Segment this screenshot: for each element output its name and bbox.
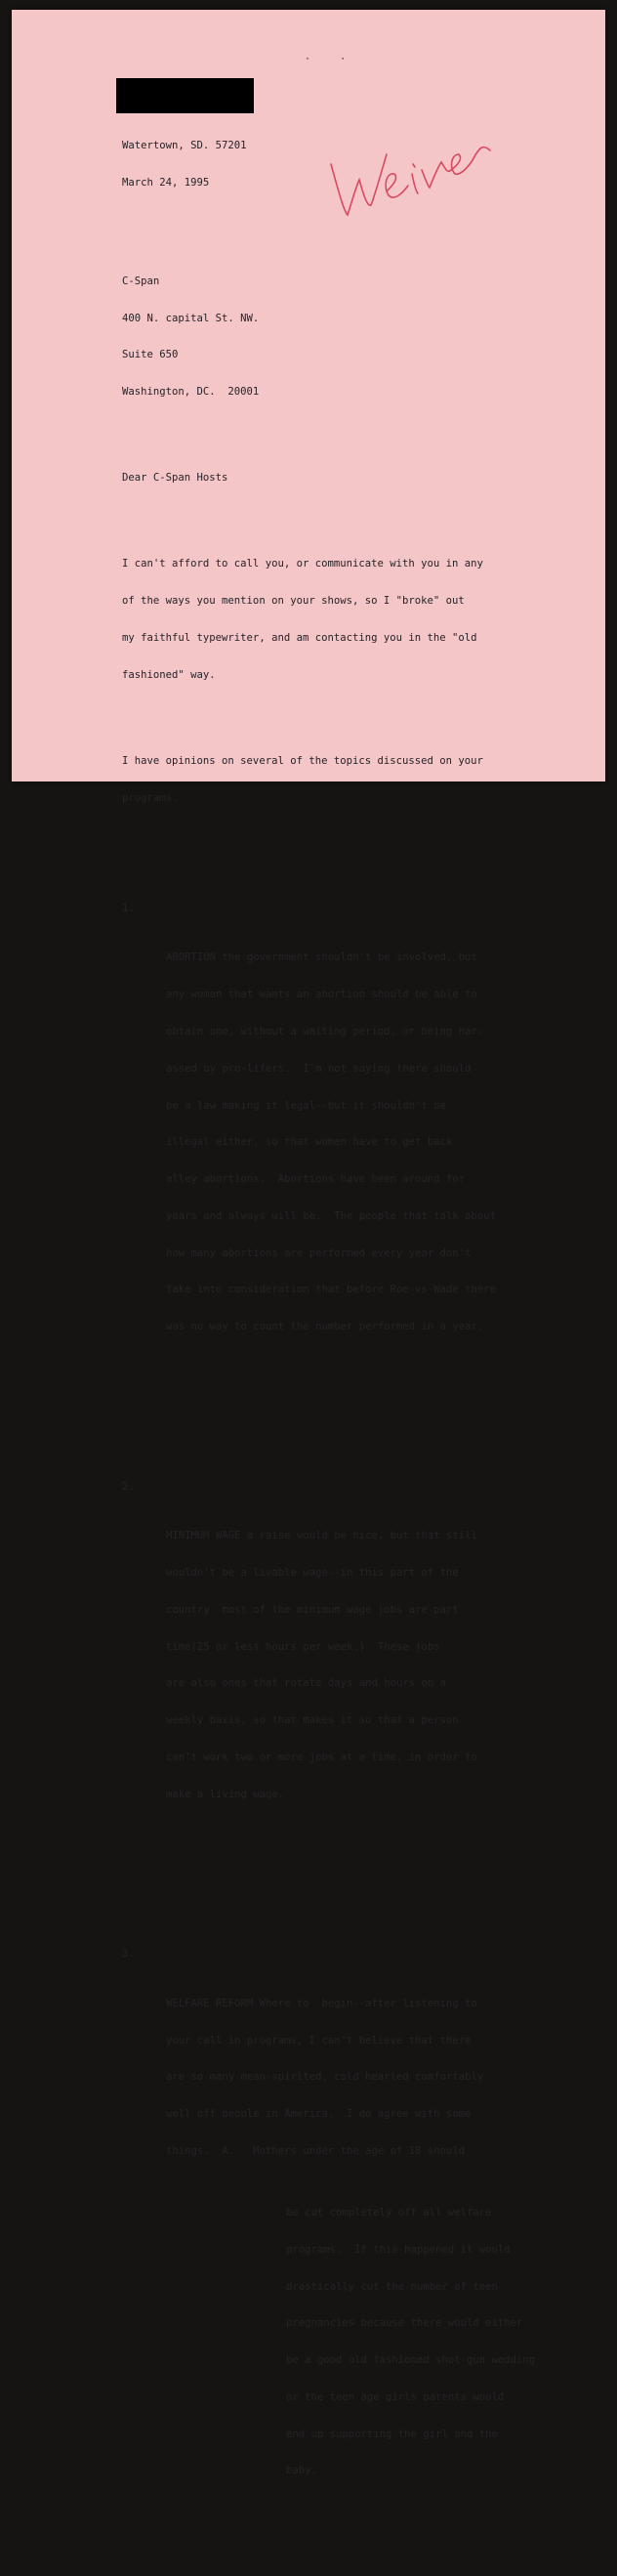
item-line: take into consideration that before Roe-vs-Wade there: [166, 1284, 497, 1296]
sub-item-line: be a good old fashioned shot-gun wedding: [286, 2354, 536, 2367]
item-line: are also ones that rotate days and hours on a: [166, 1677, 447, 1690]
list-item-abortion: [122, 890, 571, 1382]
item-line: assed by pro-lifers. I'm not saying there should: [166, 1062, 472, 1075]
item-number: 2.: [122, 1480, 135, 1493]
item-line: obtain one, without a waiting period, or being har-: [166, 1025, 484, 1037]
item-line: years and always will be. The people that talk about: [166, 1209, 497, 1222]
paper-marks: · ·: [305, 54, 347, 64]
sender-city-line: Watertown, SD. 57201: [122, 140, 247, 152]
item-line: illegal either, so that women have to get back: [166, 1136, 453, 1149]
letter-date: March 24, 1995: [122, 176, 210, 189]
recipient-line: C-Span: [122, 274, 160, 287]
paragraph-line: I can't afford to call you, or communicate with you in any: [122, 558, 483, 570]
sub-item-line: or the teen age girls parents would: [286, 2390, 505, 2403]
item-line: are so many mean-spirited, cold hearted comfortably: [166, 2071, 484, 2084]
item-line: your call in programs, I can't believe that there: [166, 2034, 472, 2047]
item-line: WELFARE REFORM Where to begin--after listening to: [166, 1997, 477, 2009]
sub-item-line: pregnancies because there would either: [286, 2317, 523, 2330]
sub-item-line: baby.: [286, 2465, 317, 2477]
recipient-line: Suite 650: [122, 349, 179, 361]
item-line: well off people in America. I do agree with some: [166, 2108, 472, 2121]
sub-item-line: things. A. Mothers under the age of 18 should: [166, 2144, 466, 2157]
item-line: how many abortions are performed every year don't: [166, 1246, 472, 1259]
sub-item-line: drastically cut the number of teen: [286, 2280, 498, 2293]
paragraph-line: I have opinions on several of the topics discussed on your: [122, 754, 483, 767]
sub-item-line: programs. If this happened it would: [286, 2243, 511, 2256]
paragraph-line: fashioned" way.: [122, 668, 216, 681]
item-line: alley abortions. Abortions have been around for: [166, 1173, 466, 1186]
item-number: 3.: [122, 1948, 135, 1961]
list-item-welfare-reform: [122, 1936, 571, 2552]
paragraph-line: my faithful typewriter, and am contacting you in the "old: [122, 631, 477, 644]
recipient-line: 400 N. capital St. NW.: [122, 312, 260, 324]
item-line: weekly basis, so that makes it so that a person: [166, 1714, 459, 1727]
item-number: 1.: [122, 903, 135, 914]
item-line: can't work two or more jobs at a time, in order to: [166, 1751, 477, 1763]
salutation: Dear C-Span Hosts: [122, 472, 228, 485]
item-line: country most of the minimum wage jobs are part: [166, 1603, 459, 1616]
item-line: any woman that wants an abortion should be able to: [166, 989, 477, 1001]
sub-item-line: be cut completely off all welfare: [286, 2206, 492, 2218]
redaction-box: [116, 78, 254, 113]
item-line: make a living wage.: [166, 1788, 285, 1800]
recipient-line: Washington, DC. 20001: [122, 386, 260, 399]
item-line: ABORTION the government shouldn't be involved, but: [166, 951, 477, 964]
item-line: time(25 or less hours per week.) These jobs: [166, 1640, 440, 1653]
letter-page: [12, 10, 605, 2477]
paragraph-line: programs.: [122, 791, 179, 804]
sub-item-line: end up supporting the girl and the: [286, 2428, 498, 2440]
item-line: be a law making it legal--but it shouldn't be: [166, 1099, 447, 1112]
list-item-minimum-wage: [122, 1468, 571, 1849]
paragraph-line: of the ways you mention on your shows, so I "broke" out: [122, 595, 465, 608]
letter-body: [122, 115, 571, 2576]
item-line: wouldn't be a livable wage--in this part of the: [166, 1567, 459, 1580]
item-line: MINIMUM WAGE a raise would be nice, but that still: [166, 1530, 477, 1542]
item-line: was no way to count the number performed in a year.: [166, 1321, 484, 1333]
